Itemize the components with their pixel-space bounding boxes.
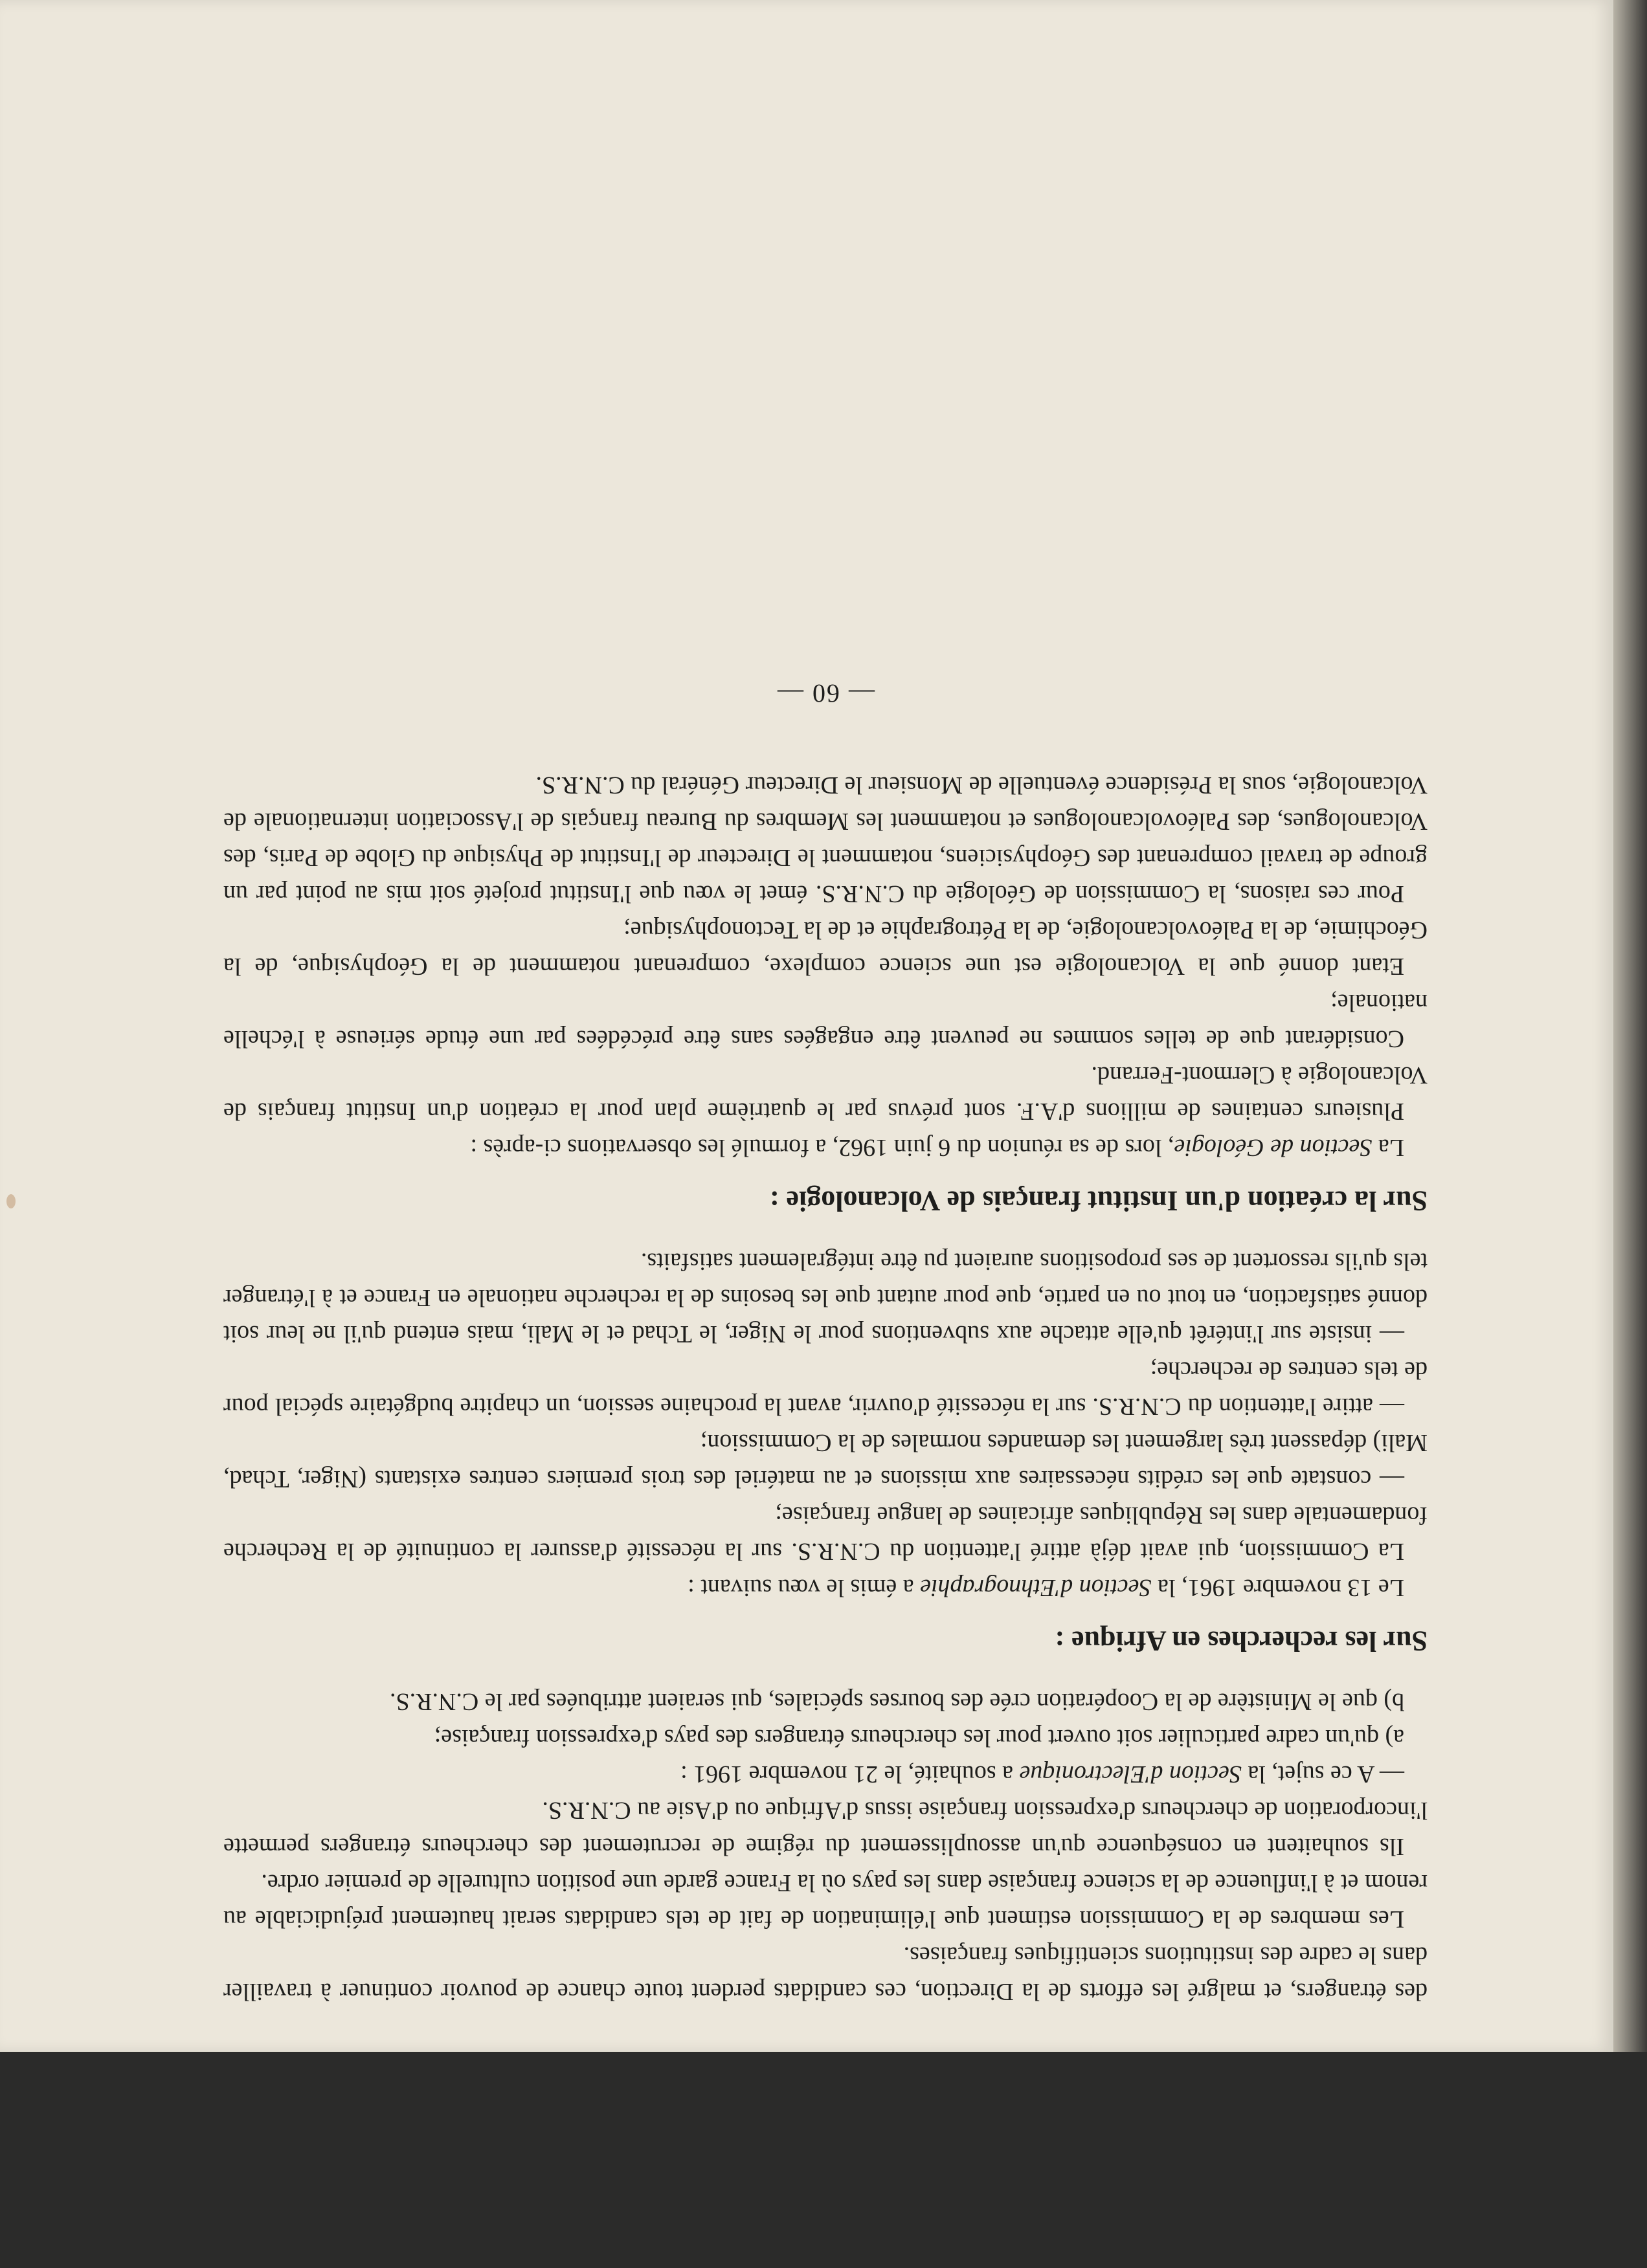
paragraph: Pour ces raisons, la Commission de Géologie du C.N.R.S. émet le vœu que l'Institut projeté soit mis au point par un groupe de travail comprenant des Géophysiciens, notamment le Directeur de l'Institut de Physique du Globe de Paris, des Volcanologues, des Paléovolcanologues et notamment les Membres du Bureau français de l'Association internationale de Volcanologie, sous la Présidence éventuelle de Monsieur le Directeur Général du C.N.R.S. [223,772,1428,907]
afrique-section [223,1243,1428,1606]
paragraph: Etant donné que la Volcanologie est une science complexe, comprenant notamment de la Géophysique, de la Géochimie, de la Paléovolcanologie, de la Pétrographie et de la Tectonophysique; [223,917,1428,980]
paragraph: des étrangers, et malgré les efforts de la Direction, ces candidats perdent toute chance de pouvoir continuer à travailler dans le cadre des institutions scientifiques françaises. [223,1942,1428,2005]
page-edge-shadow [1613,0,1647,2052]
section-name: Section d'Ethnographie [920,1574,1152,1601]
section-heading-volcanologie: Sur la création d'un Institut français de Volcanologie : [769,1185,1428,1217]
paragraph: La Commission, qui avait déjà attiré l'attention du C.N.R.S. sur la nécessité d'assurer la continuité de la Recherche fondamentale dans les Républiques africaines de langue française; [223,1502,1428,1565]
section-name: Section d'Electronique [1019,1761,1242,1788]
section-heading-afrique: Sur les recherches en Afrique : [1055,1625,1428,1657]
page-content [223,230,1428,2010]
text-span: — A ce sujet, la [1241,1761,1404,1788]
paragraph [223,1570,1428,1606]
paragraph: Considérant que de telles sommes ne peuvent être engagées sans être précédées par une étude sérieuse à l'échelle nationale; [223,989,1428,1052]
paragraph [223,1129,1428,1166]
intro-section [223,1684,1428,2010]
text-span: a souhaité, le 21 novembre 1961 : [680,1761,1020,1788]
paper-stain [6,1194,16,1208]
paragraph [223,1756,1428,1792]
paragraph: Ils souhaitent en conséquence qu'un assouplissement du régime de recrutement des chercheurs étrangers permette l'incorporation de chercheurs d'expression française issus d'Afrique ou d'Asie au C.N.R.S. [223,1797,1428,1860]
page-number: — 60 — [776,679,875,708]
text-span: Le 13 novembre 1961, la [1151,1574,1404,1601]
volcanologie-section [223,767,1428,1166]
section-name: Section de Géologie [1174,1134,1372,1161]
list-item: b) que le Ministère de la Coopération crée des bourses spéciales, qui seraient attribuées par le C.N.R.S. [389,1688,1404,1715]
paragraph: Plusieurs centaines de millions d'A.F. sont prévus par le quatrième plan pour la création d'un Institut français de Volcanologie à Clermont-Ferrand. [223,1062,1428,1125]
paragraph: — attire l'attention du C.N.R.S. sur la nécessité d'ouvrir, avant la prochaine session, un chapitre budgétaire spécial pour de tels centres de recherche; [223,1357,1428,1420]
paragraph: Les membres de la Commission estiment que l'élimination de fait de tels candidats serait hautement préjudiciable au renom et à l'influence de la science française dans les pays où la France garde une position culturelle de premier ordre. [223,1869,1428,1933]
paragraph: — insiste sur l'intérêt qu'elle attache aux subventions pour le Niger, le Tchad et le Mali, mais entend qu'il ne leur soit donné satisfaction, en tout ou en partie, que pour autant que les besoins de la recherche nationale en France et à l'étranger tels qu'ils ressortent de ses propositions auraient pu être intégralement satisfaits. [223,1248,1428,1348]
text-span: a émis le vœu suivant : [688,1574,921,1601]
list-item: a) qu'un cadre particulier soit ouvert pour les chercheurs étrangers des pays d'expression française; [434,1724,1404,1751]
text-span: , lors de sa réunion du 6 juin 1962, a formulé les observations ci-après : [470,1134,1174,1161]
paragraph: — constate que les crédits nécessaires aux missions et au matériel des trois premiers centres existants (Niger, Tchad, Mali) dépassent très largement les demandes normales de la Commission; [223,1429,1428,1493]
text-span: La [1372,1134,1404,1161]
